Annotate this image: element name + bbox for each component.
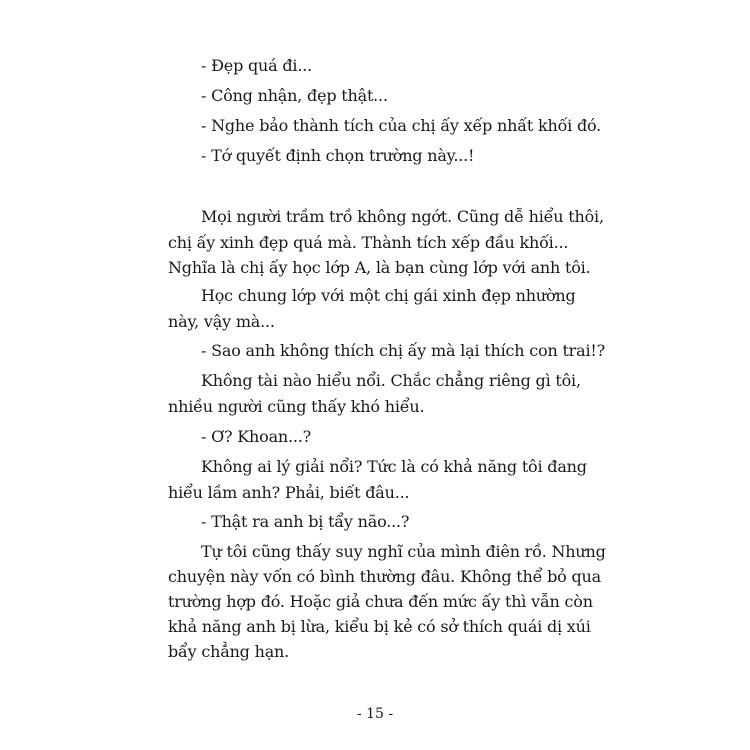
text-line: nhiều người cũng thấy khó hiểu. [168, 397, 425, 416]
text-line: - Công nhận, đẹp thật... [201, 86, 388, 105]
text-line: Tự tôi cũng thấy suy nghĩ của mình điên rồ. Nhưng [201, 542, 606, 561]
text-line: này, vậy mà... [168, 312, 275, 331]
text-line: Nghĩa là chị ấy học lớp A, là bạn cùng lớp với anh tôi. [168, 258, 591, 277]
text-line: trường hợp đó. Hoặc giả chưa đến mức ấy thì vẫn còn [168, 592, 593, 611]
text-line: Không ai lý giải nổi? Tức là có khả năng tôi đang [201, 457, 587, 476]
text-line: Học chung lớp với một chị gái xinh đẹp nhường [201, 286, 576, 305]
text-line: - Sao anh không thích chị ấy mà lại thích con trai!? [201, 341, 605, 360]
text-line: hiểu lầm anh? Phải, biết đâu... [168, 483, 410, 502]
text-line: - Thật ra anh bị tẩy não...? [201, 512, 410, 531]
text-line: - Nghe bảo thành tích của chị ấy xếp nhất khối đó. [201, 116, 602, 135]
text-line: - Ơ? Khoan...? [201, 427, 312, 446]
text-line: - Tớ quyết định chọn trường này...! [201, 146, 475, 165]
text-line: khả năng anh bị lừa, kiểu bị kẻ có sở thích quái dị xúi [168, 617, 591, 636]
text-line: - Đẹp quá đi... [201, 56, 312, 75]
text-line: chị ấy xinh đẹp quá mà. Thành tích xếp đầu khối... [168, 233, 569, 252]
text-line: chuyện này vốn có bình thường đâu. Không thể bỏ qua [168, 567, 601, 586]
text-line: Mọi người trầm trồ không ngớt. Cũng dễ hiểu thôi, [201, 207, 604, 226]
text-line: Không tài nào hiểu nổi. Chắc chẳng riêng gì tôi, [201, 371, 581, 390]
text-line: bẩy chẳng hạn. [168, 642, 290, 661]
page-number: - 15 - [356, 706, 394, 722]
